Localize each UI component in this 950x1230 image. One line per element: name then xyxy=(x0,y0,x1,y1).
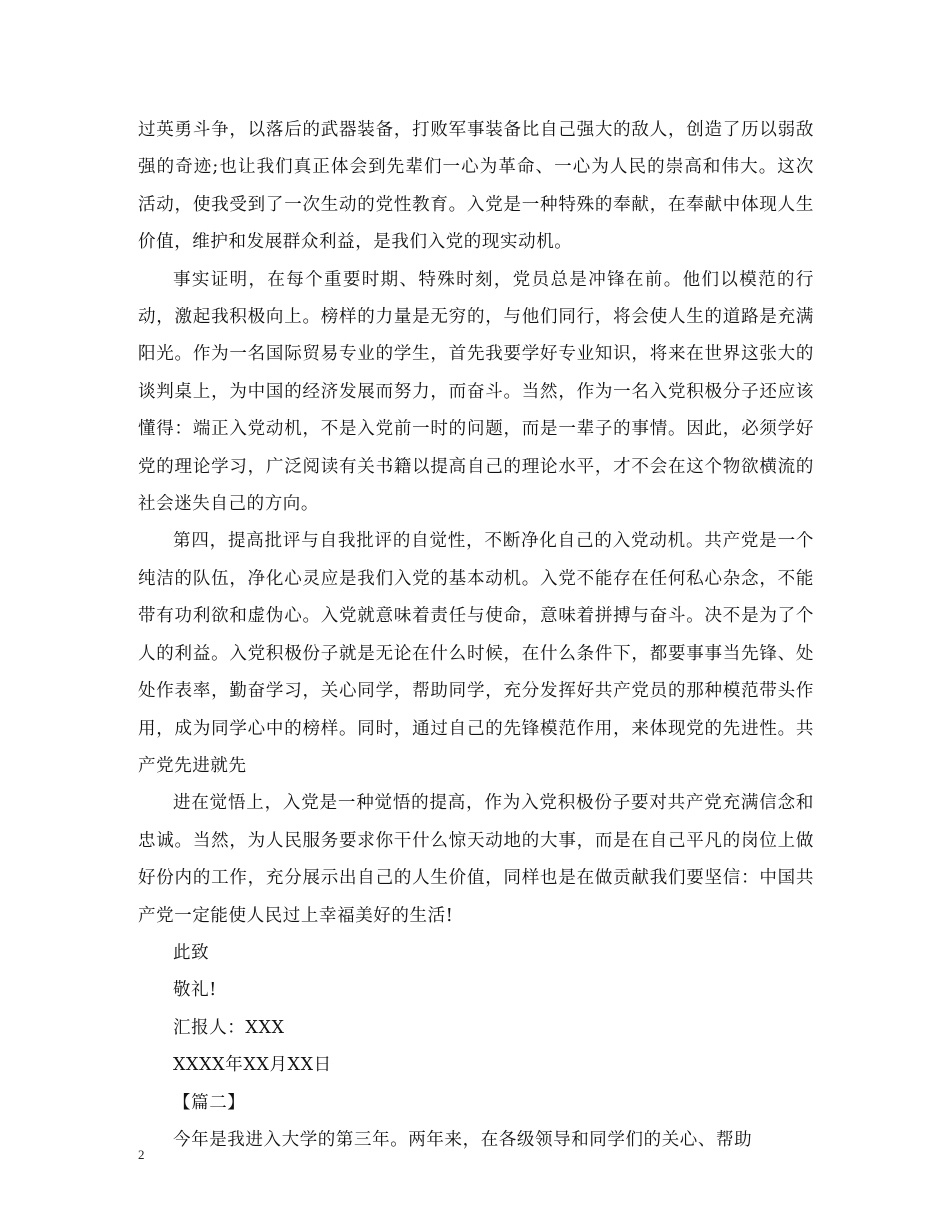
document-body xyxy=(138,112,814,1159)
paragraph-continuation: 过英勇斗争，以落后的武器装备，打败军事装备比自己强大的敌人，创造了历以弱敌强的奇迹;也让我们真正体会到先辈们一心为革命、一心为人民的崇高和伟大。这次活动，使我受到了一次生动的党性教育。入党是一种特殊的奉献，在奉献中体现人生价值，维护和发展群众利益，是我们入党的现实动机。 xyxy=(138,120,814,253)
closing-regards: 敬礼! xyxy=(173,980,217,1001)
paragraph-fourth: 第四，提高批评与自我批评的自觉性，不断净化自己的入党动机。共产党是一个纯洁的队伍，净化心灵应是我们入党的基本动机。入党不能存在任何私心杂念，不能带有功利欲和虚伪心。入党就意味着责任与使命，意味着拼搏与奋斗。决不是为了个人的利益。入党积极份子就是无论在什么时候，在什么条件下，都要事事当先锋、处处作表率，勤奋学习，关心同学，帮助同学，充分发挥好共产党员的那种模范带头作用，成为同学心中的榜样。同时，通过自己的先锋模范作用，来体现党的先进性。共产党先进就先 xyxy=(138,531,814,776)
page-number: 2 xyxy=(138,1147,145,1162)
date-line: XXXX年XX月XX日 xyxy=(173,1055,332,1076)
reporter-line: 汇报人：XXX xyxy=(173,1017,285,1038)
paragraph-awareness: 进在觉悟上，入党是一种觉悟的提高，作为入党积极份子要对共产党充满信念和忠诚。当然，为人民服务要求你干什么惊天动地的大事，而是在自己平凡的岗位上做好份内的工作，充分展示出自己的人生价值，同样也是在做贡献我们要坚信：中国共产党一定能使人民过上幸福美好的生活! xyxy=(138,793,814,926)
section-heading: 【篇二】 xyxy=(173,1092,246,1113)
paragraph-facts: 事实证明，在每个重要时期、特殊时刻，党员总是冲锋在前。他们以模范的行动，激起我积极向上。榜样的力量是无穷的，与他们同行，将会使人生的道路是充满阳光。作为一名国际贸易专业的学生，首先我要学好专业知识，将来在世界这张大的谈判桌上，为中国的经济发展而努力，而奋斗。当然，作为一名入党积极分子还应该懂得：端正入党动机，不是入党前一时的问题，而是一辈子的事情。因此，必须学好党的理论学习，广泛阅读有关书籍以提高自己的理论水平，才不会在这个物欲横流的社会迷失自己的方向。 xyxy=(138,269,814,515)
paragraph-part-two: 今年是我进入大学的第三年。两年来，在各级领导和同学们的关心、帮助 xyxy=(173,1129,753,1150)
closing-salutation: 此致 xyxy=(173,942,210,963)
